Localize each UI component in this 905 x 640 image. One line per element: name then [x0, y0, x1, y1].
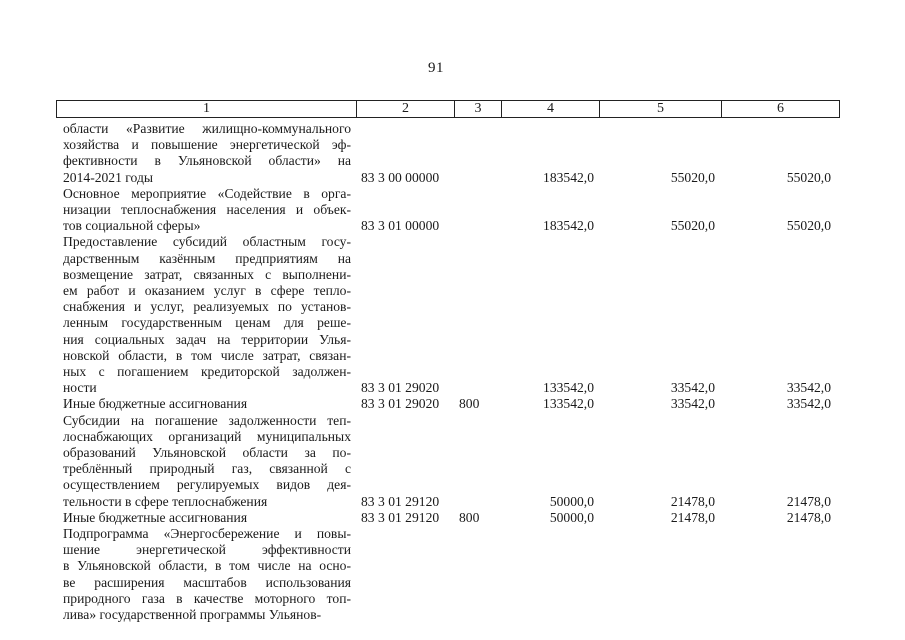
amount-col-4: 183542,0: [543, 169, 594, 185]
budget-code: 83 3 01 29120: [361, 493, 440, 509]
expense-type-code: 800: [459, 509, 480, 525]
amount-col-4: 133542,0: [543, 396, 594, 412]
description-line: Основное мероприятие «Содействие в орга-: [63, 185, 351, 201]
amount-col-4: 183542,0: [543, 218, 594, 234]
table-row: [63, 121, 843, 186]
table-row: [63, 234, 843, 396]
row-description: [63, 234, 351, 396]
header-col-6: 6: [777, 101, 784, 116]
row-description: [63, 413, 351, 510]
row-description: [63, 526, 351, 623]
description-line: тельности в сфере теплоснабжения: [63, 493, 268, 509]
amount-col-5: 33542,0: [670, 396, 715, 412]
header-col-2: 2: [357, 101, 455, 117]
header-col-3: 3: [455, 101, 502, 117]
description-line: возмещение затрат, связанных с выполнени-: [63, 266, 351, 282]
budget-code: 83 3 01 29020: [361, 396, 440, 412]
description-line: дарственным казённым предприятиям на: [63, 250, 351, 266]
table-row: [63, 186, 843, 235]
amount-col-6: 33542,0: [786, 380, 831, 396]
row-description: [63, 396, 351, 412]
budget-code: 83 3 01 29120: [361, 509, 440, 525]
page-number: 91: [428, 60, 444, 76]
amount-col-6: 55020,0: [786, 218, 831, 234]
amount-col-5: 55020,0: [670, 218, 715, 234]
table-row: [63, 510, 843, 526]
table-row: [63, 413, 843, 510]
header-col-1: 1: [57, 101, 357, 117]
amount-col-6: 21478,0: [786, 493, 831, 509]
description-line: фективности в Ульяновской области» на: [63, 153, 351, 169]
header-col-5: 5: [600, 101, 722, 117]
amount-col-4: 50000,0: [549, 493, 594, 509]
amount-col-5: 33542,0: [670, 380, 715, 396]
description-line: новской области, в том числе затрат, связан-: [63, 347, 351, 363]
description-line: ем работ и оказанием услуг в сфере тепло-: [63, 283, 351, 299]
description-line: лива» государственной программы Ульянов-: [63, 607, 322, 623]
amount-col-5: 55020,0: [670, 169, 715, 185]
amount-col-6: 21478,0: [786, 509, 831, 525]
description-line: треблённый природный газ, связанной с: [63, 461, 351, 477]
header-col-4: 4: [502, 101, 600, 117]
amount-col-5: 21478,0: [670, 493, 715, 509]
table-header-row: [56, 100, 840, 118]
description-line: ве расширения масштабов использования: [63, 574, 351, 590]
table-row: [63, 526, 843, 623]
description-line: 2014-2021 годы: [63, 169, 153, 185]
amount-col-4: 133542,0: [543, 380, 594, 396]
description-line: осуществлением регулируемых видов дея-: [63, 477, 351, 493]
amount-col-6: 55020,0: [786, 169, 831, 185]
description-line: Субсидии на погашение задолженности теп-: [63, 412, 351, 428]
budget-code: 83 3 01 29020: [361, 380, 440, 396]
description-line: хозяйства и повышение энергетической эф-: [63, 137, 351, 153]
description-line: Подпрограмма «Энергосбережение и повы-: [63, 526, 351, 542]
description-line: области «Развитие жилищно-коммунального: [63, 121, 351, 136]
amount-col-5: 21478,0: [670, 509, 715, 525]
table-row: [63, 396, 843, 412]
description-line: образований Ульяновской области за по-: [63, 445, 351, 461]
amount-col-6: 33542,0: [786, 396, 831, 412]
description-line: шение энергетической эффективности: [63, 542, 351, 558]
description-line: ных с погашением кредиторской задолжен-: [63, 364, 351, 380]
description-line: Иные бюджетные ассигнования: [63, 509, 248, 525]
row-description: [63, 510, 351, 526]
budget-code: 83 3 00 00000: [361, 169, 440, 185]
description-line: лоснабжающих организаций муниципальных: [63, 428, 351, 444]
description-line: Иные бюджетные ассигнования: [63, 396, 248, 412]
expense-type-code: 800: [459, 396, 480, 412]
description-line: ности: [63, 380, 97, 396]
description-line: ния социальных задач на территории Улья-: [63, 331, 351, 347]
description-line: природного газа в качестве моторного топ-: [63, 590, 351, 606]
row-description: [63, 186, 351, 235]
table-body: [63, 121, 843, 623]
description-line: тов социальной сферы»: [63, 218, 201, 234]
row-description: [63, 121, 351, 186]
description-line: низации теплоснабжения населения и объек-: [63, 202, 351, 218]
description-line: снабжения и услуг, реализуемых по установ-: [63, 299, 351, 315]
description-line: ленным государственным ценам для реше-: [63, 315, 351, 331]
description-line: Предоставление субсидий областным госу-: [63, 234, 351, 250]
amount-col-4: 50000,0: [549, 509, 594, 525]
budget-code: 83 3 01 00000: [361, 218, 440, 234]
description-line: в Ульяновской области, в том числе на осно-: [63, 558, 351, 574]
